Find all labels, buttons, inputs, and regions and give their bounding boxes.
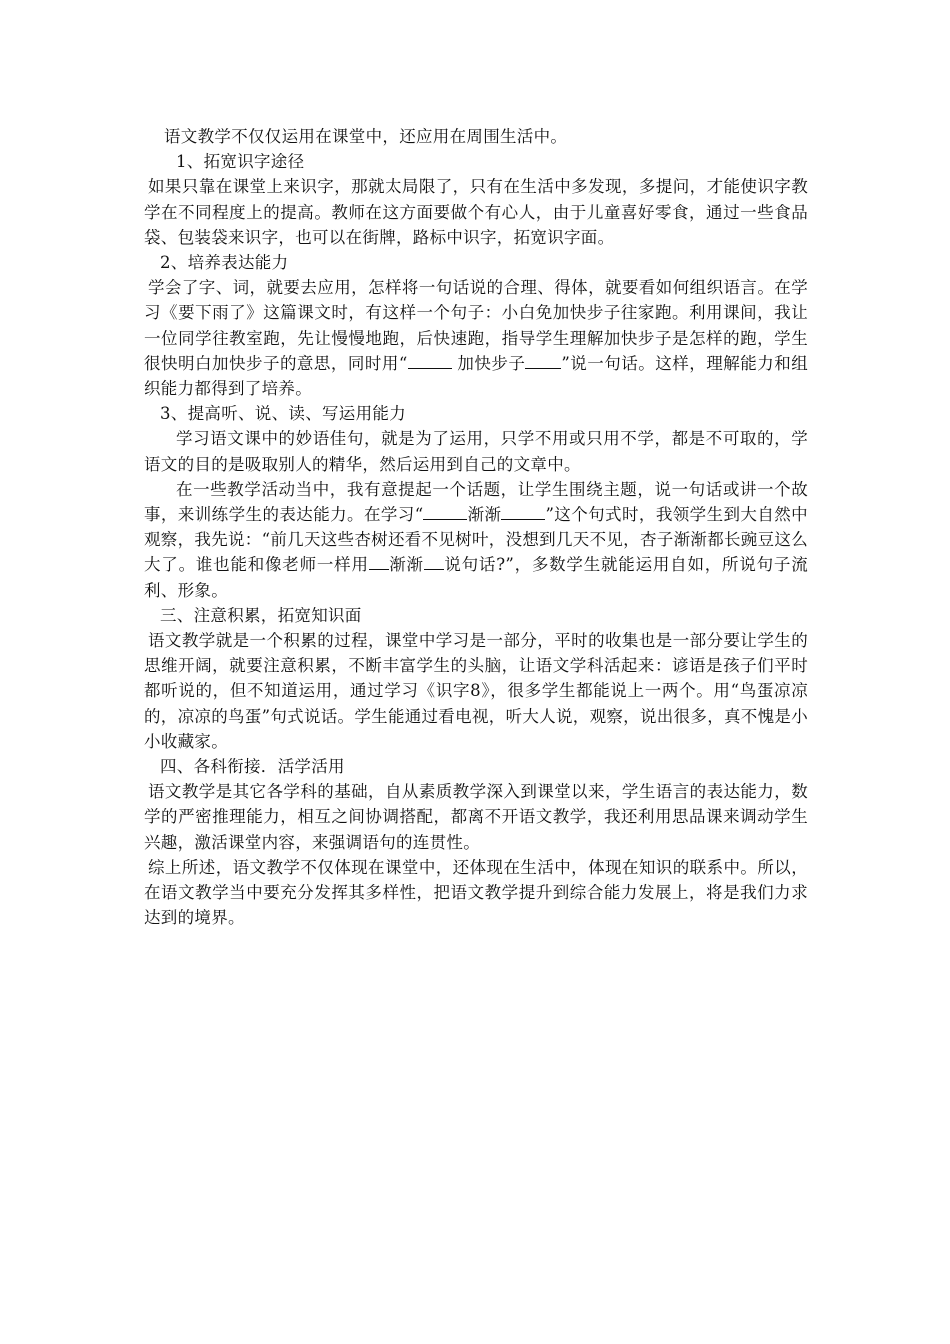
paragraph-activities-part5: 说句话?”，多数学生就能运用自如，所说句子流利、形象。 — [144, 555, 808, 600]
section-heading-3: 3、提高听、说、读、写运用能力 — [160, 404, 406, 424]
fill-in-blank — [501, 503, 545, 520]
section-heading-4: 三、注意积累，拓宽知识面 — [160, 605, 362, 625]
section-heading-2: 2、培养表达能力 — [160, 253, 289, 273]
paragraph-expression — [144, 275, 808, 401]
paragraph-activities — [144, 477, 808, 603]
fill-in-blank — [408, 352, 452, 369]
paragraph-activities-part4: 渐渐 — [388, 555, 424, 575]
fill-in-blank — [525, 352, 561, 369]
section-heading-1: 1、拓宽识字途径 — [176, 152, 305, 172]
paragraph-conclusion: 综上所述，语文教学不仅体现在课堂中，还体现在生活中，体现在知识的联系中。所以，在语文教学当中要充分发挥其多样性，把语文教学提升到综合能力发展上，将是我们力求达到的境界。 — [144, 857, 808, 928]
paragraph-accumulation: 语文教学就是一个积累的过程，课堂中学习是一部分，平时的收集也是一部分要让学生的思维开阔，就要注意积累，不断丰富学生的头脑，让语文学科活起来：谚语是孩子们平时都听说的，但不知道运用，通过学习《识字8》，很多学生都能说上一两个。用“鸟蛋凉凉的，凉凉的鸟蛋”句式说话。学生能通过看电视，听大人说，观察，说出很多，真不愧是小小收藏家。 — [144, 631, 808, 751]
intro-paragraph: 语文教学不仅仅运用在课堂中，还应用在周围生活中。 — [164, 127, 568, 146]
paragraph-integration: 语文教学是其它各学科的基础，自从素质教学深入到课堂以来，学生语言的表达能力，数学的严密推理能力，相互之间协调搭配，都离不开语文教学，我还利用思品课来调动学生兴趣，激活课堂内容，来强调语句的连贯性。 — [144, 782, 808, 852]
paragraph-expression-part1: 学会了字、词，就要去应用，怎样将一句话说的合理、得体，就要看如何组织语言。在学习《要下雨了》这篇课文时，有这样一个句子：小白免加快步子往家跑。利用课间，我让一位同学往教室跑，先让慢慢地跑，后快速跑，指导学生理解加快步子是怎样的跑，学生很快明白加快步子的意思，同时用“ — [144, 278, 808, 373]
paragraph-expression-part3: ”说一句话。这样，理解能力和组织能力都得到了培养。 — [144, 353, 809, 399]
paragraph-expression-part2: 加快步子 — [457, 353, 526, 373]
fill-in-blank — [424, 553, 444, 570]
fill-in-blank — [423, 503, 467, 520]
paragraph-activities-part1: 在一些教学活动当中，我有意提起一个话题，让学生围绕主题，说一句话或讲一个故事，来训练学生的表达能力。在学习“ — [144, 479, 808, 525]
paragraph-usage: 学习语文课中的妙语佳句，就是为了运用，只学不用或只用不学，都是不可取的，学语文的目的是吸取别人的精华，然后运用到自己的文章中。 — [144, 429, 808, 474]
paragraph-activities-part2: 渐渐 — [467, 505, 502, 525]
fill-in-blank — [369, 553, 389, 570]
paragraph-activities-part3: ”这个句式时，我领学生到大自然中观察，我先说：“前几天这些杏树还看不见树叶，没想到几天不见，杏子渐渐都长豌豆这么大了。谁也能和像老师一样用 — [144, 505, 808, 575]
paragraph-literacy: 如果只靠在课堂上来识字，那就太局限了，只有在生活中多发现，多提问，才能使识字教学在不同程度上的提高。教师在这方面要做个有心人，由于儿童喜好零食，通过一些食品袋、包装袋来识字，也可以在街牌，路标中识字，拓宽识字面。 — [144, 177, 808, 247]
document-body — [144, 124, 808, 931]
section-heading-5: 四、各科衔接．活学活用 — [160, 757, 345, 777]
